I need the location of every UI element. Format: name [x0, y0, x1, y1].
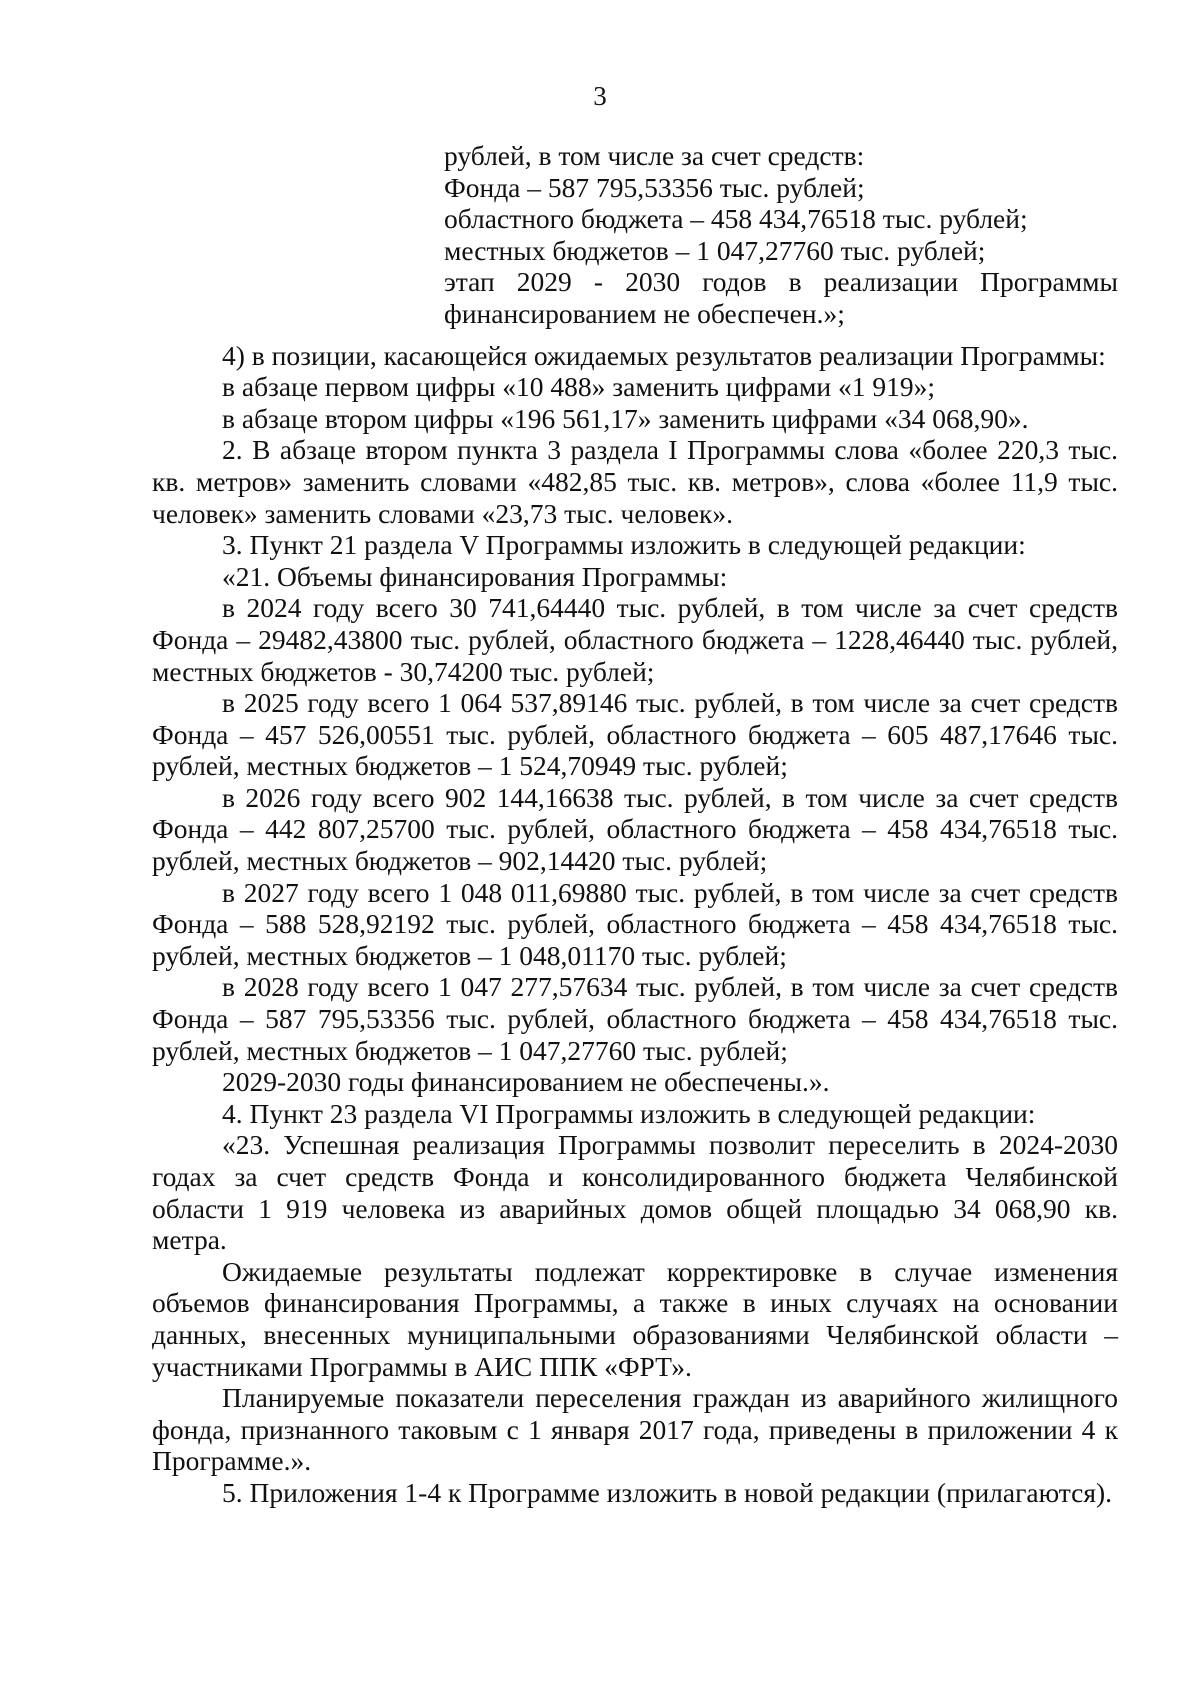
continued-line: этап 2029 - 2030 годов в реализации Программы финансированием не обеспечен.»;: [444, 266, 1118, 329]
continued-line: Фонда – 587 795,53356 тыс. рублей;: [444, 171, 865, 203]
paragraph-year-2024: в 2024 году всего 30 741,64440 тыс. рублей, в том числе за счет средств Фонда – 29482,43800 тыс. рублей, областного бюджета – 1228,46440 тыс. рублей, местных бюджетов - 30,74200 тыс. рублей;: [152, 592, 1118, 687]
paragraph-point-3: 3. Пункт 21 раздела V Программы изложить в следующей редакции:: [222, 529, 1026, 561]
page-number: 3: [593, 81, 607, 111]
paragraph: «21. Объемы финансирования Программы:: [222, 560, 728, 592]
paragraph: Планируемые показатели переселения граждан из аварийного жилищного фонда, признанного таковым с 1 января 2017 года, приведены в приложении 4 к Программе.».: [152, 1382, 1118, 1477]
paragraph-year-2027: в 2027 году всего 1 048 011,69880 тыс. рублей, в том числе за счет средств Фонда – 588 528,92192 тыс. рублей, областного бюджета – 458 434,76518 тыс. рублей, местных бюджетов – 1 048,01170 тыс. рублей;: [152, 876, 1118, 971]
paragraph-year-2025: в 2025 году всего 1 064 537,89146 тыс. рублей, в том числе за счет средств Фонда – 457 526,00551 тыс. рублей, областного бюджета – 605 487,17646 тыс. рублей, местных бюджетов – 1 524,70949 тыс. рублей;: [152, 687, 1118, 782]
continued-line: местных бюджетов – 1 047,27760 тыс. рублей;: [444, 234, 986, 266]
paragraph-item-4: 4) в позиции, касающейся ожидаемых результатов реализации Программы:: [222, 339, 1106, 371]
document-body: [152, 140, 1118, 1509]
paragraph-point-5: 5. Приложения 1-4 к Программе изложить в новой редакции (прилагаются).: [222, 1476, 1113, 1508]
paragraph: «23. Успешная реализация Программы позволит переселить в 2024-2030 годах за счет средств Фонда и консолидированного бюджета Челябинской области 1 919 человека из аварийных домов общей площадью 34 068,90 кв. метра.: [152, 1129, 1118, 1256]
paragraph-year-2028: в 2028 году всего 1 047 277,57634 тыс. рублей, в том числе за счет средств Фонда – 587 795,53356 тыс. рублей, областного бюджета – 458 434,76518 тыс. рублей, местных бюджетов – 1 047,27760 тыс. рублей;: [152, 971, 1118, 1066]
paragraph: Ожидаемые результаты подлежат корректировке в случае изменения объемов финансирования Программы, а также в иных случаях на основании данных, внесенных муниципальными образованиями Челябинской области – участниками Программы в АИС ППК «ФРТ».: [152, 1255, 1118, 1382]
paragraph-point-2: 2. В абзаце втором пункта 3 раздела I Программы слова «более 220,3 тыс. кв. метров» заменить словами «482,85 тыс. кв. метров», слова «более 11,9 тыс. человек» заменить словами «23,73 тыс. человек».: [152, 434, 1118, 529]
continued-line: областного бюджета – 458 434,76518 тыс. рублей;: [444, 203, 1028, 235]
paragraph-year-2026: в 2026 году всего 902 144,16638 тыс. рублей, в том числе за счет средств Фонда – 442 807,25700 тыс. рублей, областного бюджета – 458 434,76518 тыс. рублей, местных бюджетов – 902,14420 тыс. рублей;: [152, 781, 1118, 877]
continued-line: рублей, в том числе за счет средств:: [444, 140, 865, 171]
continued-financing-block: [444, 140, 1118, 330]
paragraph: 2029-2030 годы финансированием не обеспечены.».: [222, 1066, 830, 1098]
paragraph-point-4: 4. Пункт 23 раздела VI Программы изложить в следующей редакции:: [222, 1097, 1036, 1129]
paragraph: в абзаце первом цифры «10 488» заменить цифрами «1 919»;: [222, 371, 936, 403]
paragraph: в абзаце втором цифры «196 561,17» заменить цифрами «34 068,90».: [222, 402, 1029, 434]
